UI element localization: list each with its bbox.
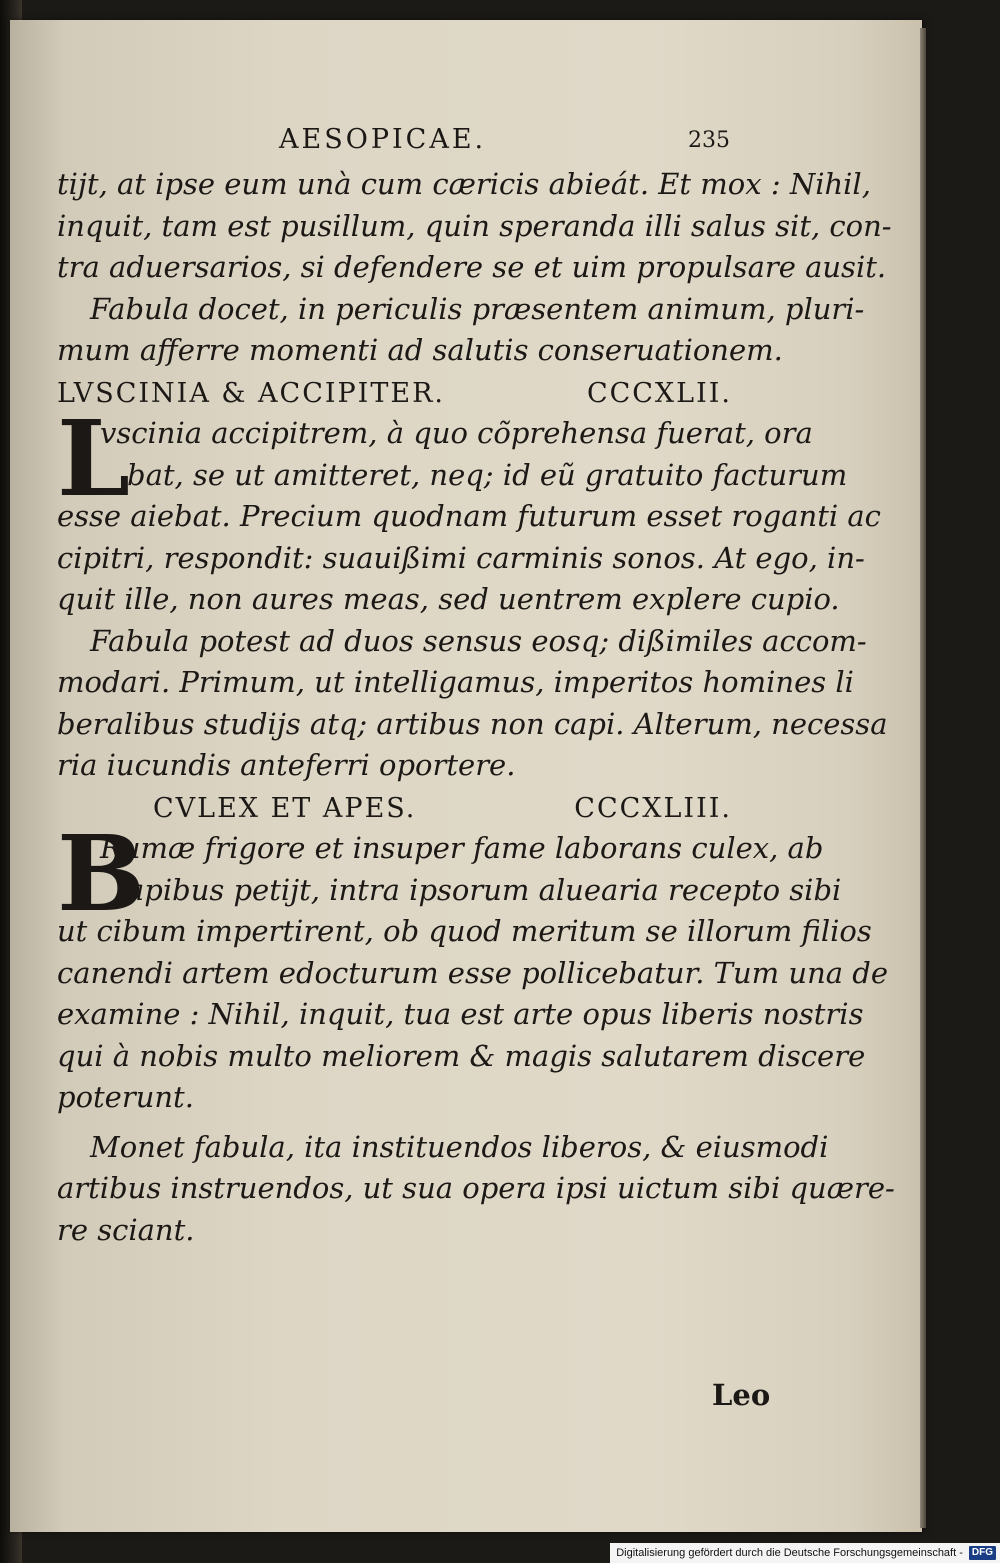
- moral-line: artibus instruendos, ut sua opera ipsi uictum sibi quære-: [57, 1171, 895, 1205]
- fable-number: CCCXLII.: [586, 377, 732, 409]
- moral-line: ria iucundis anteferri oportere.: [57, 748, 516, 782]
- moral-line: Fabula potest ad duos sensus eosq; dißimiles accom-: [90, 623, 867, 658]
- moral-line: re sciant.: [57, 1212, 195, 1247]
- page-text: [57, 118, 895, 1412]
- text-line: Rumæ frigore et insuper fame laborans culex, ab: [100, 831, 824, 865]
- moral-line: Fabula docet, in periculis præsentem animum, pluri-: [90, 291, 865, 326]
- moral-line: Monet fabula, ita instituendos liberos, & eiusmodi: [90, 1129, 829, 1164]
- fable-moral: [57, 1127, 895, 1252]
- text-line: examine : Nihil, inquit, tua est arte opus liberis nostris: [57, 997, 864, 1031]
- fable-body: [57, 397, 881, 621]
- text-line: inquit, tam est pusillum, quin speranda illi salus sit, con-: [57, 208, 892, 243]
- fable-moral: [57, 621, 888, 787]
- text-line: esse aiebat. Precium quodnam futurum esset roganti ac: [57, 499, 881, 533]
- text-line: poterunt.: [57, 1080, 194, 1114]
- text-line: tijt, at ipse eum unà cum cæricis abieát. Et mox : Nihil,: [57, 167, 871, 201]
- fable-title: LVSCINIA & ACCIPITER.: [57, 377, 445, 409]
- moral-line: modari. Primum, ut intelligamus, imperitos homines li: [57, 665, 854, 699]
- text-line: tra aduersarios, si defendere se et uim propulsare ausit.: [57, 250, 887, 284]
- fable-number: CCCXLIII.: [574, 792, 732, 824]
- text-line: ut cibum impertirent, ob quod meritum se illorum filios: [57, 914, 872, 948]
- text-line: canendi artem edocturum esse pollicebatur. Tum una de: [57, 955, 888, 990]
- fable-body: [57, 812, 888, 1119]
- text-line: qui à nobis multo meliorem & magis salutarem discere: [57, 1038, 866, 1073]
- footer-text: Digitalisierung gefördert durch die Deutsche Forschungsgemeinschaft -: [616, 1547, 963, 1559]
- dfg-logo: DFG: [969, 1546, 996, 1560]
- catchword: Leo: [712, 1378, 771, 1412]
- text-line: quit ille, non aures meas, sed uentrem explere cupio.: [57, 582, 840, 616]
- digitization-footer: [610, 1543, 1000, 1563]
- page-edge: [920, 28, 926, 1528]
- text-block-continuation: [57, 164, 892, 372]
- fable-title: CVLEX ET APES.: [153, 792, 417, 824]
- page-number: 235: [688, 128, 730, 153]
- drop-capital: L: [57, 397, 131, 520]
- text-line: bat, se ut amitteret, neq; id eũ gratuito facturum: [127, 457, 848, 492]
- fable-heading: [57, 372, 732, 414]
- fable-heading: [57, 787, 732, 829]
- moral-line: beralibus studijs atq; artibus non capi. Alterum, necessa: [57, 706, 888, 741]
- running-head-title: AESOPICAE.: [279, 124, 487, 155]
- moral-line: mum afferre momenti ad salutis conseruationem.: [57, 333, 783, 367]
- running-head: [57, 118, 732, 164]
- drop-capital: B: [57, 812, 145, 935]
- text-line: vscinia accipitrem, à quo cõprehensa fuerat, ora: [100, 416, 813, 450]
- text-line: cipitri, respondit: suauißimi carminis sonos. At ego, in-: [57, 540, 865, 575]
- text-line: apibus petijt, intra ipsorum aluearia recepto sibi: [127, 872, 842, 907]
